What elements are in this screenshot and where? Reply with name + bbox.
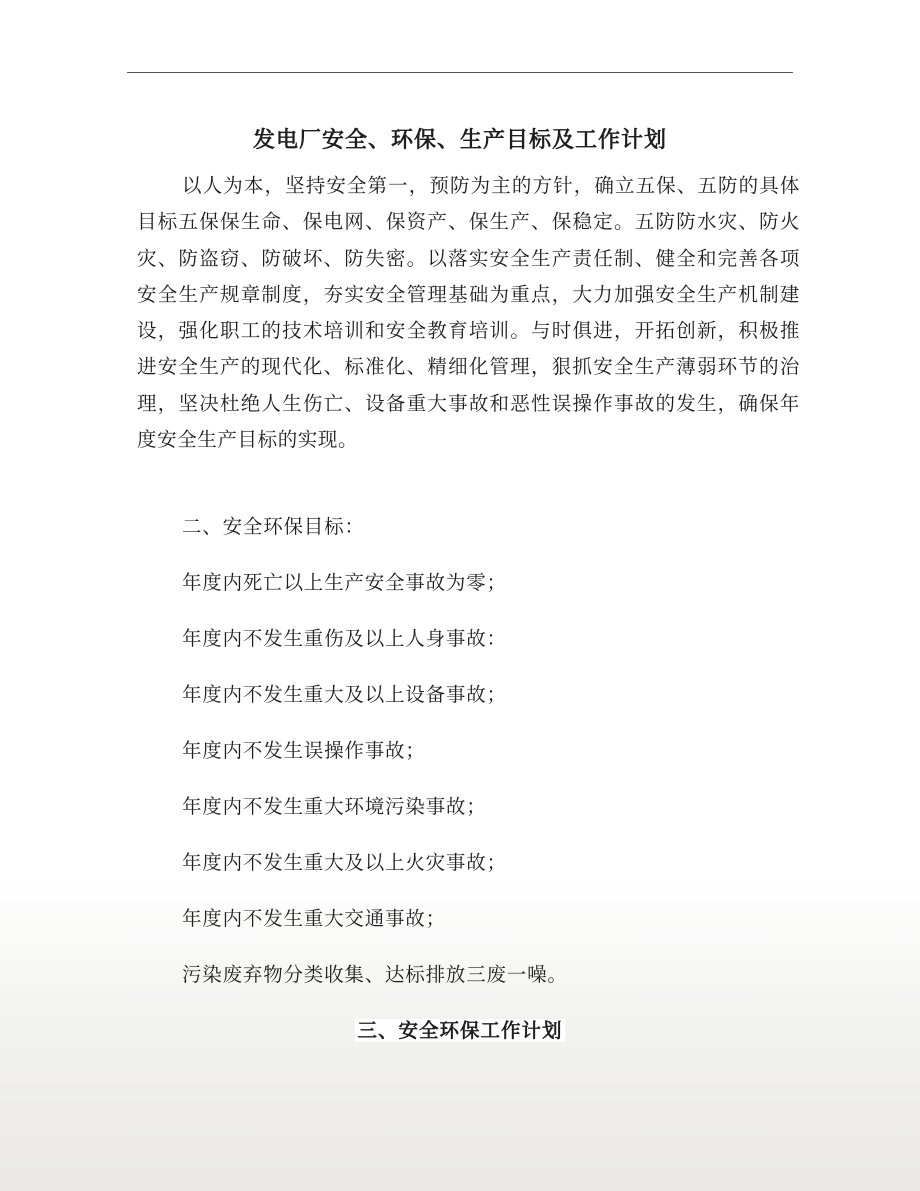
- goal-item-5: 年度内不发生重大环境污染事故；: [182, 795, 487, 818]
- goal-item-1: 年度内死亡以上生产安全事故为零；: [182, 571, 507, 594]
- goal-item-3: 年度内不发生重大及以上设备事故；: [182, 683, 507, 706]
- goal-item-7: 年度内不发生重大交通事故；: [182, 907, 446, 930]
- goal-item-2: 年度内不发生重伤及以上人身事故：: [182, 627, 507, 650]
- page-title: 发电厂安全、环保、生产目标及工作计划: [252, 126, 667, 153]
- intro-paragraph: 以人为本，坚持安全第一，预防为主的方针，确立五保、五防的具体目标五保保生命、保电网、保资产、保生产、保稳定。五防防水灾、防火灾、防盗窃、防破坏、防失密。以落实安全生产责任制、健全和完善各项安全生产规章制度，夯实安全管理基础为重点，大力加强安全生产机制建设，强化职工的技术培训和安全教育培训。与时俱进，开拓创新，积极推进安全生产的现代化、标准化、精细化管理，狠抓安全生产薄弱环节的治理，坚决杜绝人生伤亡、设备重大事故和恶性误操作事故的发生，确保年度安全生产目标的实现。: [137, 174, 800, 452]
- section3-heading: [0, 1016, 920, 1046]
- header-rule: [127, 72, 793, 73]
- section2-heading: 二、安全环保目标：: [182, 515, 365, 538]
- goal-item-8: 污染废弃物分类收集、达标排放三废一噪。: [182, 963, 568, 986]
- goal-item-4: 年度内不发生误操作事故；: [182, 739, 426, 762]
- section3-heading-text: 三、安全环保工作计划: [357, 1019, 563, 1042]
- goal-item-6: 年度内不发生重大及以上火灾事故；: [182, 851, 507, 874]
